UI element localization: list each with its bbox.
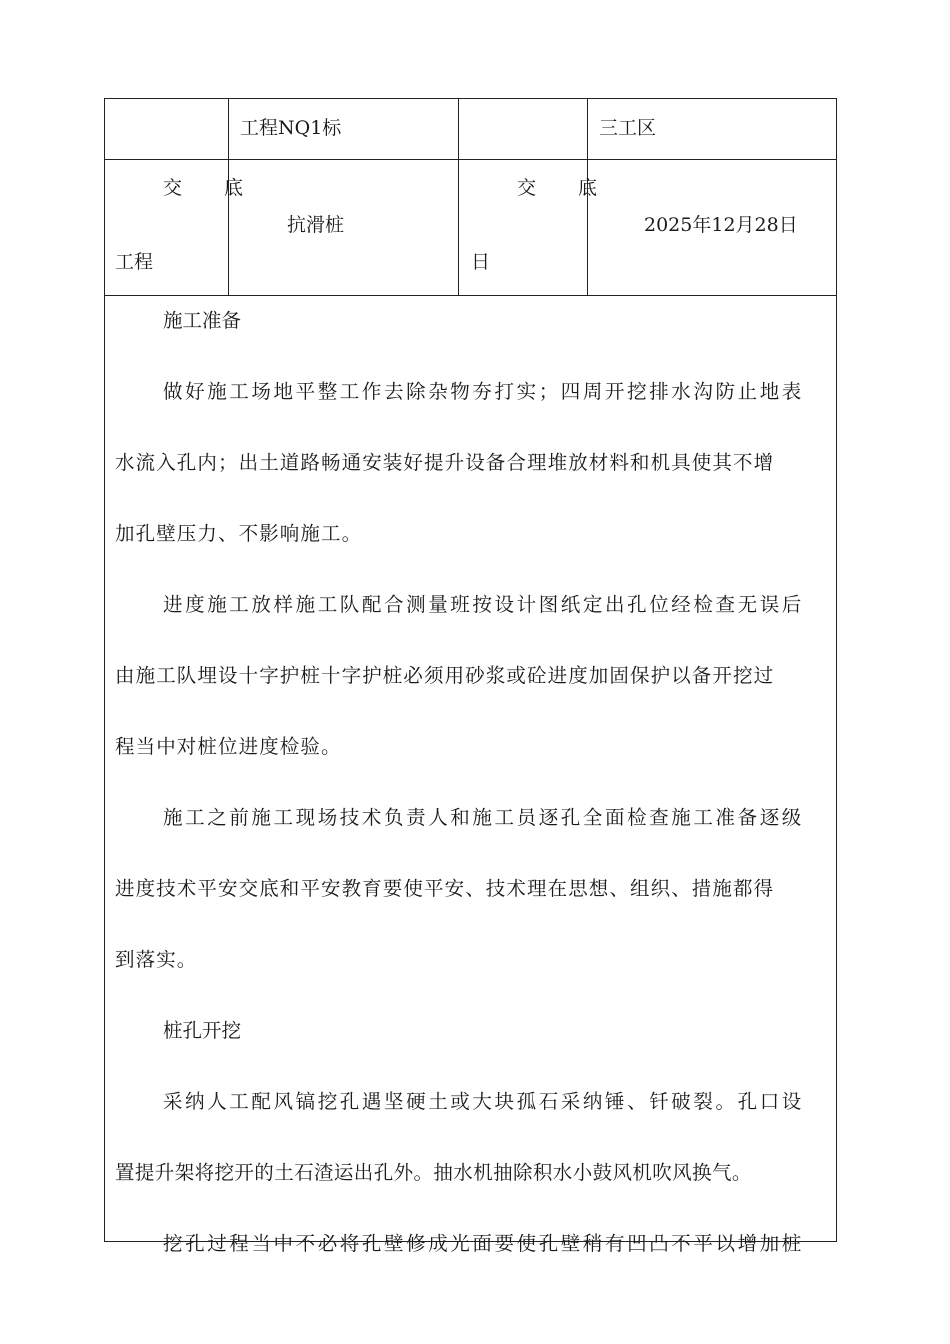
briefing-date-label: 交 底 [517,177,616,199]
briefing-date-value: 2025年12月28日 [644,214,798,236]
body-line: 到落实。 [115,948,198,971]
body-line: 做好施工场地平整工作去除杂物夯打实；四周开挖排水沟防止地表 [163,380,804,403]
body-line: 进度施工放样施工队配合测量班按设计图纸定出孔位经检查无误后 [163,593,804,616]
body-line: 施工之前施工现场技术负责人和施工员逐孔全面检查施工准备逐级 [163,806,804,829]
briefing-project-label-2: 工程 [115,251,154,273]
section-heading-excavation: 桩孔开挖 [163,1019,242,1042]
body-line: 挖孔过程当中不必将孔壁修成光面要使孔壁稍有凹凸不平以增加桩 [163,1232,804,1255]
work-area: 三工区 [599,117,657,139]
body-line: 采纳人工配风镐挖孔遇坚硬土或大块孤石采纳锤、钎破裂。孔口设 [163,1090,804,1113]
section-heading-preparation: 施工准备 [163,309,242,332]
briefing-date-label-2: 日 [471,251,491,273]
project-section: 工程NQ1标 [240,117,342,139]
row-divider-1 [105,159,836,160]
body-line: 由施工队埋设十字护桩十字护桩必须用砂浆或砼进度加固保护以备开挖过 [115,664,775,687]
briefing-body [115,309,826,1279]
body-line: 加孔壁压力、不影响施工。 [115,522,363,545]
form-sheet [104,98,837,1255]
body-line: 置提升架将挖开的土石渣运出孔外。抽水机抽除积水小鼓风机吹风换气。 [115,1161,752,1184]
col-divider-2 [458,99,459,295]
body-line: 进度技术平安交底和平安教育要使平安、技术理在思想、组织、措施都得 [115,877,775,900]
body-line: 水流入孔内；出土道路畅通安装好提升设备合理堆放材料和机具使其不增 [115,451,775,474]
briefing-project-label: 交 底 [163,177,262,199]
body-line: 程当中对桩位进度检验。 [115,735,342,758]
briefing-project-value: 抗滑桩 [287,214,345,236]
